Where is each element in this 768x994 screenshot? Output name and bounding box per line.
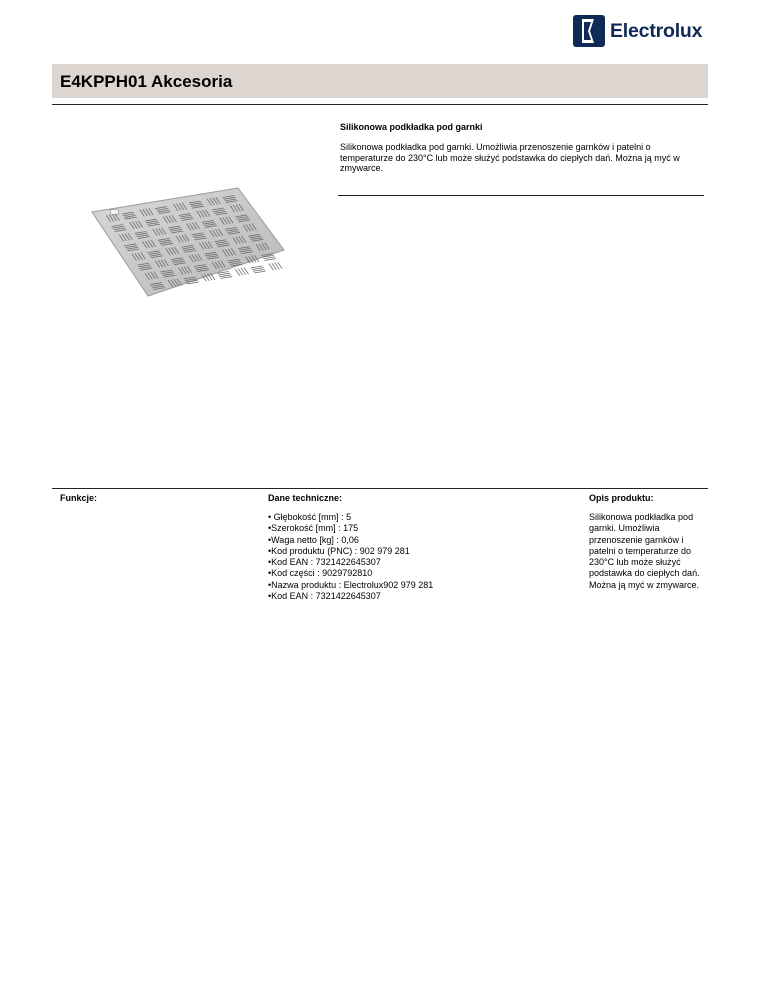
description-divider [338, 195, 704, 196]
spec-item: •Kod EAN : 7321422645307 [268, 591, 381, 602]
electrolux-logo-icon [573, 15, 605, 47]
description-column-text: Silikonowa podkładka pod garnki. Umożliwia przenoszenie garnków i patelni o temperaturze do 230°C lub może służyć podstawka do ciepłych dań. Można ją myć w zmywarce. [589, 512, 700, 590]
spec-item: •Kod EAN : 7321422645307 [268, 557, 381, 568]
spec-item: •Kod produktu (PNC) : 902 979 281 [268, 545, 410, 556]
title-divider [52, 104, 708, 105]
page-title: E4KPPH01 Akcesoria [60, 72, 233, 91]
spec-item: • Głębokość [mm] : 5 [268, 512, 352, 522]
tech-data-heading: Dane techniczne: [268, 493, 343, 503]
electrolux-logo [573, 14, 702, 48]
product-image [88, 180, 288, 298]
features-heading: Funkcje: [60, 493, 98, 503]
spec-item: •Szerokość [mm] : 175 [268, 523, 359, 534]
spec-item: •Nazwa produktu : Electrolux902 979 281 [268, 579, 434, 590]
title-band [52, 64, 708, 98]
section-divider [52, 488, 708, 489]
spec-item: •Kod części : 9029792810 [268, 568, 373, 579]
brand-name: Electrolux [610, 19, 703, 42]
spec-list [268, 512, 433, 602]
spec-item: •Waga netto [kg] : 0,06 [268, 534, 359, 545]
product-name: Silikonowa podkładka pod garnki [340, 122, 483, 132]
description-heading: Opis produktu: [589, 493, 654, 503]
product-description: Silikonowa podkładka pod garnki. Umożliwia przenoszenie garnków i patelni o temperaturze do 230°C lub może służyć podstawka do ciepłych dań. Można ją myć w zmywarce. [340, 142, 680, 173]
